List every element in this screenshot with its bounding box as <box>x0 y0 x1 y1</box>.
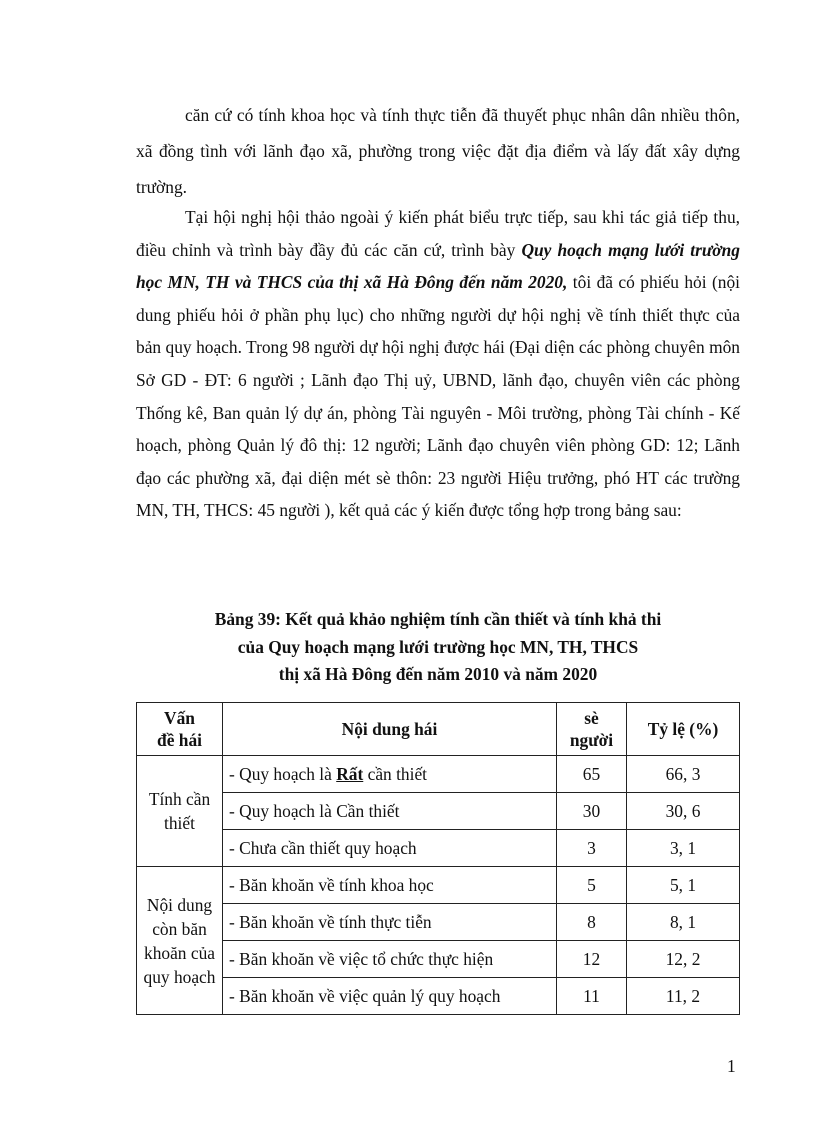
table-row <box>137 867 740 904</box>
row-content-suffix: cần thiết <box>363 764 428 784</box>
row-rate: 12, 2 <box>627 941 740 978</box>
page-number: 1 <box>727 1056 736 1076</box>
paragraph-2 <box>136 201 740 527</box>
row-count: 12 <box>557 941 627 978</box>
table-row <box>137 904 740 941</box>
row-rate: 66, 3 <box>627 756 740 793</box>
row-content: - Băn khoăn về tính thực tiễn <box>223 904 557 941</box>
row-count: 30 <box>557 793 627 830</box>
table-header-row <box>137 703 740 756</box>
caption-line-1: Bảng 39: Kết quả khảo nghiệm tính cần thiết và tính khả thi <box>214 609 662 629</box>
row-content-prefix: - Quy hoạch là <box>229 764 337 784</box>
table-row <box>137 793 740 830</box>
row-rate: 11, 2 <box>627 978 740 1015</box>
row-rate: 3, 1 <box>627 830 740 867</box>
table-row <box>137 941 740 978</box>
paragraph-2-intro: Tại hội nghị hội thảo ngoài ý kiến phát biểu trực tiếp, sau khi tác giả tiếp thu, điều chỉnh và trình bày đầy đủ các căn cứ, trình bày <box>136 207 740 260</box>
group-label-necessity: Tính cần thiết <box>137 756 223 867</box>
survey-results-table <box>136 702 740 1015</box>
row-count: 65 <box>557 756 627 793</box>
row-content: - Băn khoăn về việc tổ chức thực hiện <box>223 941 557 978</box>
table-row <box>137 830 740 867</box>
header-content: Nội dung hái <box>223 703 557 756</box>
paragraph-2-body: tôi đã có phiếu hỏi (nội dung phiếu hỏi ở phần phụ lục) cho những người dự hội nghị về tính thiết thực của bản quy hoạch. Trong 98 người dự hội nghị được hái (Đại diện các phòng chuyên môn Sở GD - ĐT: 6 người ; Lãnh đạo Thị uỷ, UBND, lãnh đạo, chuyên viên các phòng Thống kê, Ban quản lý dự án, phòng Tài nguyên - Môi trường, phòng Tài chính - Kế hoạch, phòng Quản lý đô thị: 12 người; Lãnh đạo chuyên viên phòng GD: 12; Lãnh đạo các phường xã, đại diện mét sè thôn: 23 người Hiệu trưởng, phó HT các trường MN, TH, THCS: 45 người ), kết quả các ý kiến được tổng hợp trong bảng sau: <box>136 272 740 521</box>
row-content: - Băn khoăn về tính khoa học <box>223 867 557 904</box>
row-rate: 30, 6 <box>627 793 740 830</box>
row-content: - Chưa cần thiết quy hoạch <box>223 830 557 867</box>
paragraph-1: căn cứ có tính khoa học và tính thực tiễn đã thuyết phục nhân dân nhiều thôn, xã đồng tình với lãnh đạo xã, phường trong việc đặt địa điểm và lấy đất xây dựng trường. <box>136 105 740 197</box>
header-rate: Tỷ lệ (%) <box>627 703 740 756</box>
row-content: - Băn khoăn về việc quản lý quy hoạch <box>223 978 557 1015</box>
row-content: - Quy hoạch là Cần thiết <box>223 793 557 830</box>
row-count: 3 <box>557 830 627 867</box>
row-rate: 5, 1 <box>627 867 740 904</box>
header-count: sè người <box>557 703 627 756</box>
table-caption <box>136 606 740 689</box>
caption-line-2: của Quy hoạch mạng lưới trường học MN, TH, THCS <box>237 636 639 657</box>
row-content <box>223 756 557 793</box>
row-count: 8 <box>557 904 627 941</box>
table-row <box>137 756 740 793</box>
plan-title-emphasis: Quy hoạch mạng lưới trường học MN, TH và THCS của thị xã Hà Đông đến năm 2020, <box>136 239 740 293</box>
row-rate: 8, 1 <box>627 904 740 941</box>
caption-line-3: thị xã Hà Đông đến năm 2010 và năm 2020 <box>278 664 598 684</box>
group-label-concerns: Nội dung còn băn khoăn của quy hoạch <box>137 867 223 1015</box>
row-content-emphasis: Rất <box>336 764 364 784</box>
row-count: 11 <box>557 978 627 1015</box>
table-row <box>137 978 740 1015</box>
row-count: 5 <box>557 867 627 904</box>
header-issue: Vấn đề hái <box>137 703 223 756</box>
